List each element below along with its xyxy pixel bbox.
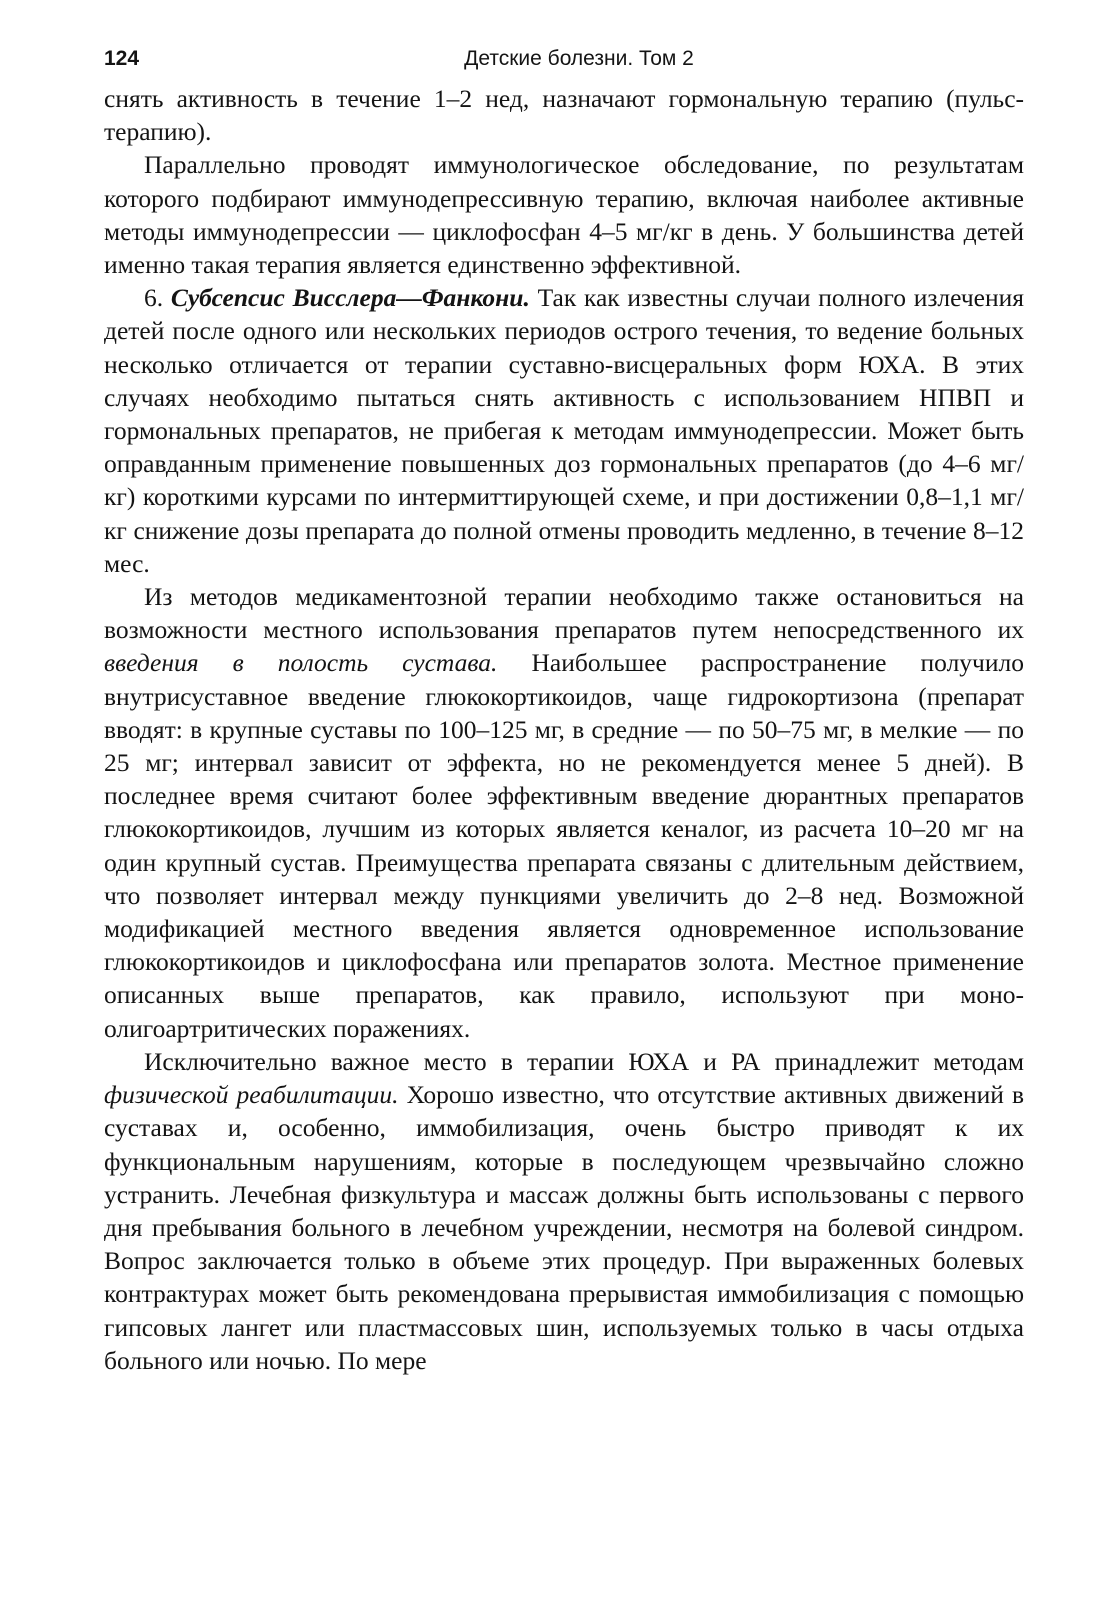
running-title: Детские болезни. Том 2: [464, 47, 694, 70]
paragraph-local-therapy: [104, 580, 1024, 1045]
emphasis-term: введения в полость сустава.: [104, 648, 498, 678]
paragraph-continued: [104, 82, 1024, 148]
book-page: [104, 36, 1024, 1377]
paragraph-text: Хорошо известно, что отсутствие активных движений в суставах и, особенно, иммобилизация, очень быстро приводят к их функциональным нарушениям, которые в последующем чрезвычайно сложно устранить. Лечебная физкультура и массаж должны быть использованы с первого дня пребывания больного в лечебном учреждении, несмотря на болевой синдром. Вопрос заключается только в объеме этих процедур. При выраженных болевых контрактурах может быть рекомендована прерывистая иммобилизация с помощью гипсовых лангет или пластмассовых шин, используемых только в часы отдыха больного или ночью. По мере: [104, 1080, 1024, 1375]
page-number: 124: [104, 47, 140, 70]
paragraph-text: снять активность в течение 1–2 нед, назначают гормональную терапию (пульс-терапию).: [104, 84, 1024, 147]
paragraph-text: Так как известны случаи полного излечения детей после одного или нескольких периодов острого течения, то ведение больных несколько отличается от терапии суставно-висцеральных форм ЮХА. В этих случаях необходимо пытаться снять активность с использованием НПВП и гормональных препаратов, не прибегая к методам иммунодепрессии. Может быть оправданным применение повышенных доз гормональных препаратов (до 4–6 мг/кг) короткими курсами по интермиттирующей схеме, и при достижении 0,8–1,1 мг/кг снижение дозы препарата до полной отмены проводить медленно, в течение 8–12 мес.: [104, 283, 1025, 578]
paragraph-text: Исключительно важное место в терапии ЮХА и РА принадлежит методам: [144, 1046, 1024, 1076]
paragraph-subsepsis: [104, 281, 1024, 580]
paragraph-text: Из методов медикаментозной терапии необходимо также остановиться на возможности местного использования препаратов путем непосредственного их: [104, 582, 1024, 645]
paragraph-text: Наибольшее распространение получило внутрисуставное введение глюкокортикоидов, чаще гидрокортизона (препарат вводят: в крупные суставы по 100–125 мг, в средние — по 50–75 мг, в мелкие — по 25 мг; интервал зависит от эффекта, но не рекомендуется менее 5 дней). В последнее время считают более эффективным введение дюрантных препаратов глюкокортикоидов, лучшим из которых является кеналог, из расчета 10–20 мг на один крупный сустав. Преимущества препарата связаны с длительным действием, что позволяет интервал между пункциями увеличить до 2–8 нед. Возможной модификацией местного введения является одновременное использование глюкокортикоидов и циклофосфана или препаратов золота. Местное применение описанных выше препаратов, как правило, используют при моно-олигоартритических поражениях.: [104, 648, 1024, 1043]
running-head: [104, 36, 1024, 82]
paragraph-text: Параллельно проводят иммунологическое обследование, по результатам которого подбирают иммунодепрессивную терапию, включая наиболее активные методы иммунодепрессии — циклофосфан 4–5 мг/кг в день. У большинства детей именно такая терапия является единственно эффективной.: [104, 150, 1024, 280]
section-heading: Субсепсис Висслера—Фанкони.: [170, 283, 530, 313]
paragraph-rehabilitation: [104, 1045, 1024, 1377]
body-text: [104, 82, 1024, 1377]
emphasis-term: физической реабилитации.: [104, 1080, 399, 1110]
paragraph-immunology: [104, 148, 1024, 281]
paragraph-text: 6.: [144, 283, 171, 313]
